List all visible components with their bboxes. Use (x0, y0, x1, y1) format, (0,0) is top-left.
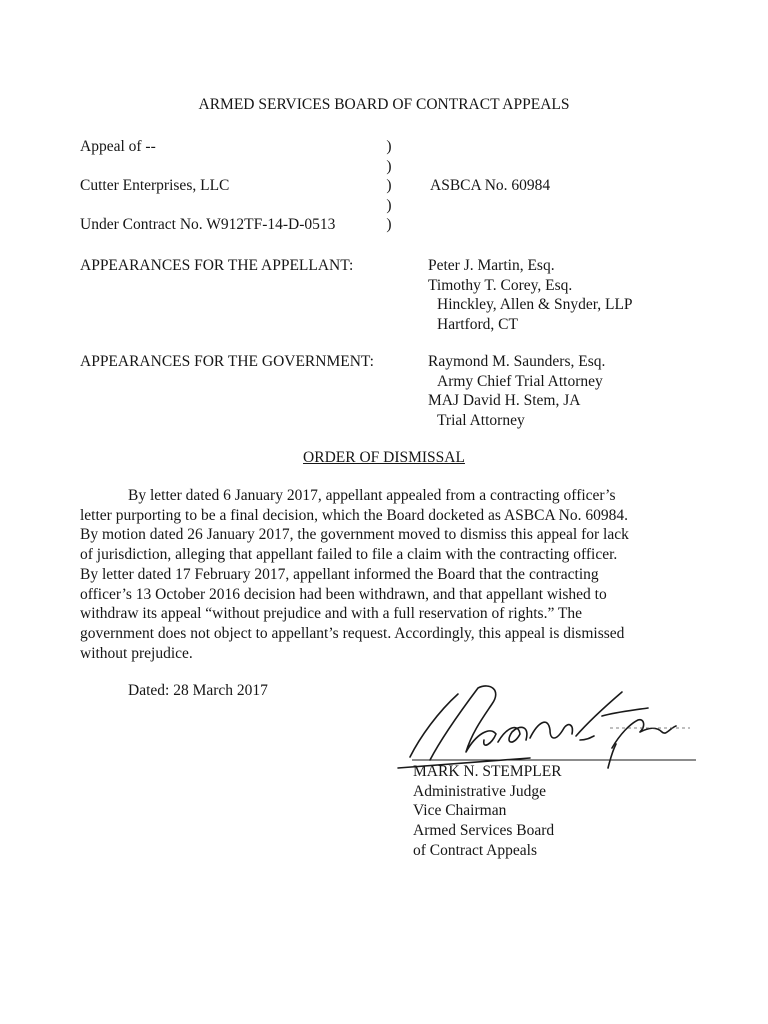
counsel-line: Army Chief Trial Attorney (437, 372, 603, 390)
caption-paren: ) (386, 216, 392, 233)
counsel-line: Raymond M. Saunders, Esq. (428, 353, 606, 370)
counsel-line: Hartford, CT (437, 316, 518, 334)
order-body-paragraph (80, 486, 688, 663)
counsel-line: Peter J. Martin, Esq. (428, 257, 555, 274)
judge-title: Administrative Judge (413, 782, 547, 800)
body-line: government does not object to appellant’s request. Accordingly, this appeal is dismissed (80, 624, 625, 642)
caption-paren: ) (386, 177, 392, 194)
appellant-appearances-label: APPEARANCES FOR THE APPELLANT: (80, 257, 354, 274)
appellant-party-name: Cutter Enterprises, LLC (80, 177, 230, 194)
appeal-of-label: Appeal of -- (80, 138, 156, 155)
counsel-line: Trial Attorney (437, 412, 525, 430)
contract-number: Under Contract No. W912TF-14-D-0513 (80, 216, 336, 233)
asbca-docket-number: ASBCA No. 60984 (430, 177, 551, 194)
government-counsel-list (428, 352, 605, 431)
board-heading: ARMED SERVICES BOARD OF CONTRACT APPEALS (198, 96, 570, 113)
body-line: officer’s 13 October 2016 decision had been withdrawn, and that appellant wished to (80, 585, 607, 603)
caption-paren: ) (386, 158, 392, 175)
judge-name: MARK N. STEMPLER (413, 763, 562, 780)
government-appearances-label: APPEARANCES FOR THE GOVERNMENT: (80, 353, 374, 370)
body-line: By letter dated 6 January 2017, appellant appealed from a contracting officer’s (128, 487, 616, 504)
body-line: letter purporting to be a final decision, which the Board docketed as ASBCA No. 60984. (80, 506, 628, 524)
judge-role: Vice Chairman (413, 802, 507, 820)
caption-paren: ) (386, 197, 392, 214)
caption-paren: ) (386, 138, 392, 155)
body-line: By motion dated 26 January 2017, the government moved to dismiss this appeal for lack (80, 526, 629, 544)
board-name-line: of Contract Appeals (413, 841, 537, 859)
counsel-line: Hinckley, Allen & Snyder, LLP (437, 296, 633, 314)
signature-block (413, 762, 562, 861)
counsel-line: Timothy T. Corey, Esq. (428, 276, 573, 294)
counsel-line: MAJ David H. Stem, JA (428, 392, 581, 410)
body-line: withdraw its appeal “without prejudice and with a full reservation of rights.” The (80, 605, 583, 623)
body-line: without prejudice. (80, 644, 193, 662)
body-line: of jurisdiction, alleging that appellant failed to file a claim with the contracting officer. (80, 546, 618, 564)
board-name-line: Armed Services Board (413, 822, 555, 840)
body-line: By letter dated 17 February 2017, appellant informed the Board that the contracting (80, 565, 599, 583)
appellant-counsel-list (428, 256, 633, 335)
dated-line: Dated: 28 March 2017 (128, 682, 268, 699)
order-title: ORDER OF DISMISSAL (303, 449, 465, 466)
handwritten-signature (380, 682, 700, 774)
